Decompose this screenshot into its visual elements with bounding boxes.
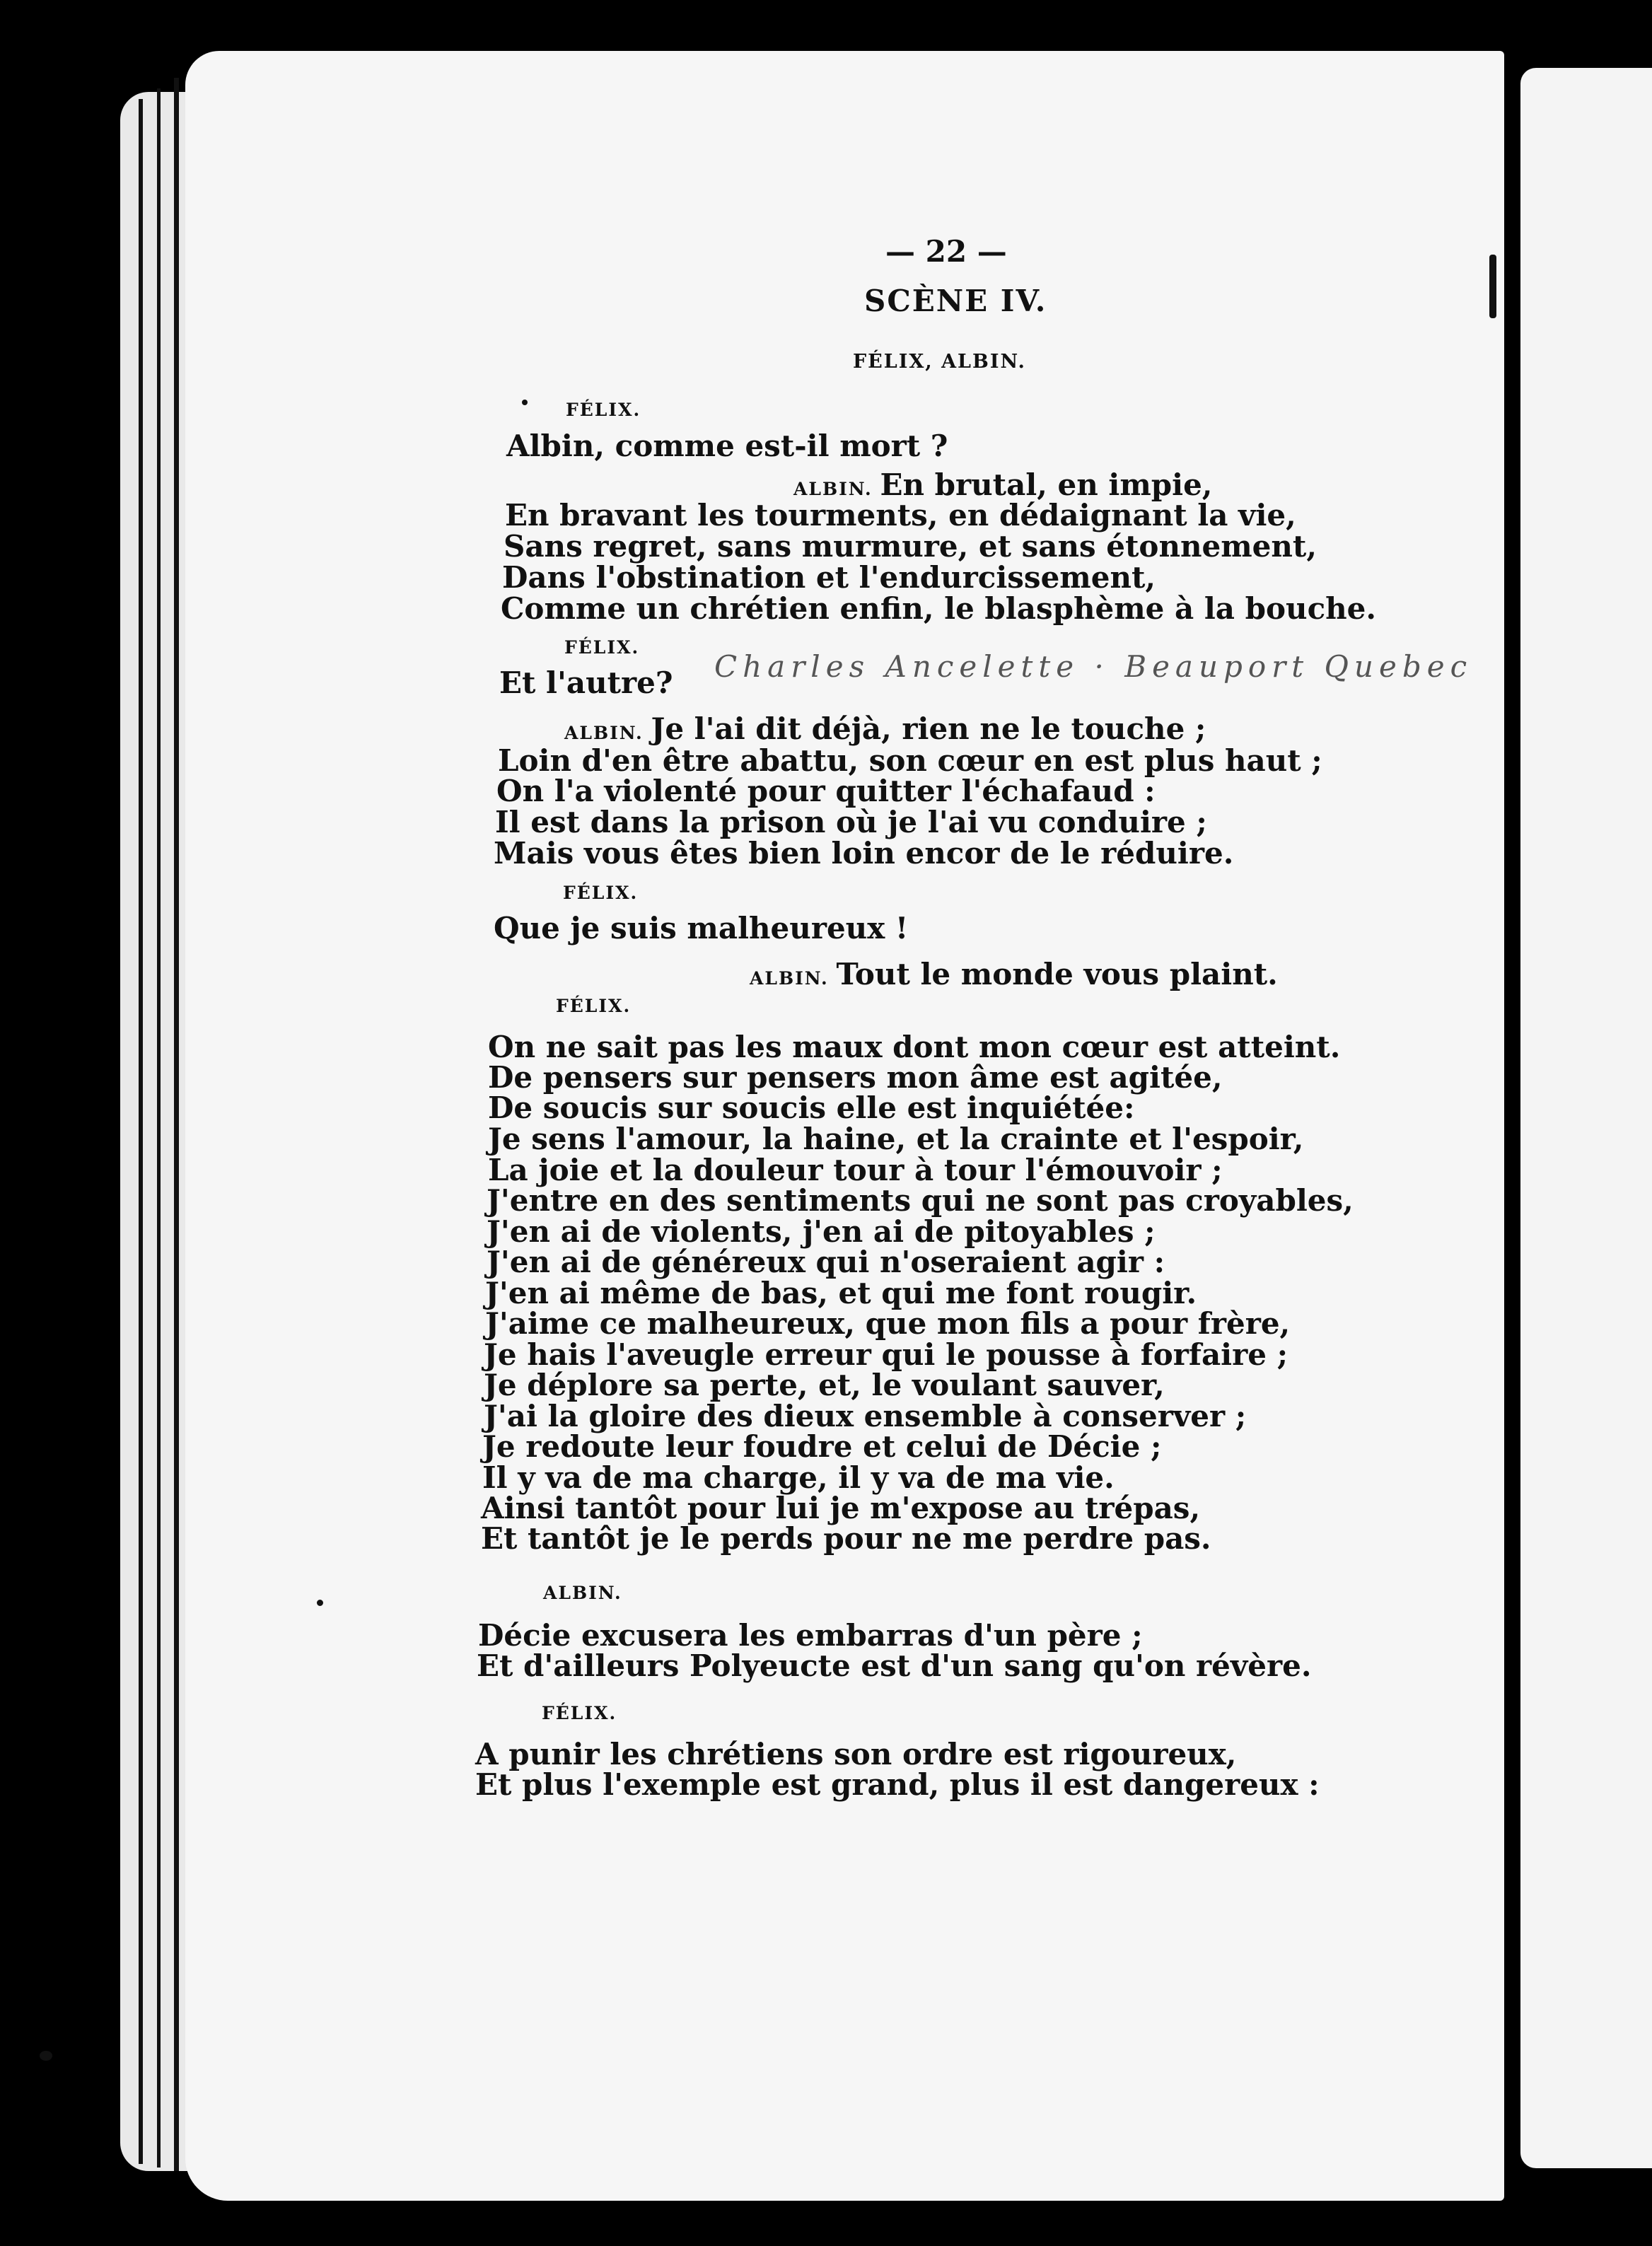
speaker-name: ALBIN. — [750, 968, 837, 989]
speaker-name: FÉLIX. — [542, 1703, 617, 1723]
verse-line: Et tantôt je le perds pour ne me perdre pas. — [481, 1521, 1211, 1556]
verse-line: Tout le monde vous plaint. — [836, 957, 1278, 991]
verse-line: On ne sait pas les maux dont mon cœur est atteint. — [488, 1030, 1341, 1064]
verse-line: Et l'autre? — [499, 665, 673, 700]
scene-characters: FÉLIX, ALBIN. — [853, 351, 1026, 373]
verse-line: J'en ai de généreux qui n'oseraient agir : — [487, 1245, 1165, 1279]
verse-line-with-speaker — [793, 467, 1213, 502]
verse-line: J'ai la gloire des dieux ensemble à conserver ; — [484, 1399, 1247, 1433]
verse-line: Dans l'obstination et l'endurcissement, — [502, 560, 1156, 595]
verse-line: Je hais l'aveugle erreur qui le pousse à forfaire ; — [484, 1337, 1289, 1372]
speaker-name: ALBIN. — [564, 723, 651, 743]
speaker-name: FÉLIX. — [556, 996, 632, 1016]
verse-line: Il est dans la prison où je l'ai vu conduire ; — [495, 805, 1207, 839]
verse-line: J'entre en des sentiments qui ne sont pas croyables, — [487, 1183, 1354, 1218]
speck — [317, 1600, 323, 1606]
verse-line: Je déplore sa perte, et, le voulant sauver, — [484, 1368, 1165, 1402]
speck — [1489, 255, 1496, 318]
page-number: — 22 — — [885, 234, 1007, 269]
verse-line: Ainsi tantôt pour lui je m'expose au trépas, — [481, 1491, 1201, 1525]
verse-line: Je sens l'amour, la haine, et la crainte et l'espoir, — [488, 1122, 1304, 1156]
verse-line: Albin, comme est-il mort ? — [506, 429, 948, 463]
verse-line: Que je suis malheureux ! — [494, 911, 909, 945]
verse-line: De soucis sur soucis elle est inquiétée: — [488, 1090, 1135, 1125]
page-edge-line — [157, 88, 161, 2168]
speaker-name: ALBIN. — [793, 479, 880, 499]
verse-line: J'en ai de violents, j'en ai de pitoyables ; — [487, 1214, 1156, 1249]
facing-page-edge — [1520, 68, 1652, 2168]
scene-title: SCÈNE IV. — [864, 284, 1047, 318]
verse-line-with-speaker — [750, 957, 1278, 991]
verse-line: On l'a violenté pour quitter l'échafaud : — [496, 774, 1156, 808]
speaker-name: ALBIN. — [543, 1583, 622, 1603]
speaker-name: FÉLIX. — [564, 637, 640, 658]
verse-line: J'aime ce malheureux, que mon fils a pour frère, — [485, 1306, 1291, 1341]
verse-line: En brutal, en impie, — [880, 467, 1213, 502]
verse-line: Sans regret, sans murmure, et sans étonnement, — [504, 529, 1317, 564]
verse-line: Décie excusera les embarras d'un père ; — [478, 1618, 1143, 1653]
speck — [522, 400, 528, 405]
handwritten-annotation: Charles Ancelette · Beauport Quebec — [714, 649, 1473, 684]
verse-line: Mais vous êtes bien loin encor de le réduire. — [494, 836, 1234, 871]
speck — [40, 2051, 52, 2061]
verse-line: Comme un chrétien enfin, le blasphème à la bouche. — [501, 591, 1377, 626]
verse-line: La joie et la douleur tour à tour l'émouvoir ; — [488, 1153, 1223, 1187]
verse-line: A punir les chrétiens son ordre est rigoureux, — [475, 1737, 1237, 1771]
verse-line: De pensers sur pensers mon âme est agitée, — [488, 1060, 1223, 1095]
speaker-name: FÉLIX. — [563, 883, 639, 903]
verse-line-with-speaker — [564, 711, 1206, 746]
verse-line: Je l'ai dit déjà, rien ne le touche ; — [651, 711, 1206, 746]
verse-line: En bravant les tourments, en dédaignant la vie, — [505, 498, 1296, 533]
page-edge-line — [139, 99, 143, 2164]
speaker-name: FÉLIX. — [566, 400, 641, 420]
verse-line: Et plus l'exemple est grand, plus il est dangereux : — [475, 1767, 1320, 1802]
verse-line: Il y va de ma charge, il y va de ma vie. — [482, 1460, 1115, 1495]
page-edge-line — [174, 78, 179, 2171]
verse-line: Loin d'en être abattu, son cœur en est plus haut ; — [498, 743, 1322, 778]
verse-line: Et d'ailleurs Polyeucte est d'un sang qu'on révère. — [477, 1648, 1312, 1683]
verse-line: Je redoute leur foudre et celui de Décie ; — [482, 1429, 1162, 1464]
verse-line: J'en ai même de bas, et qui me font rougir. — [485, 1276, 1197, 1310]
